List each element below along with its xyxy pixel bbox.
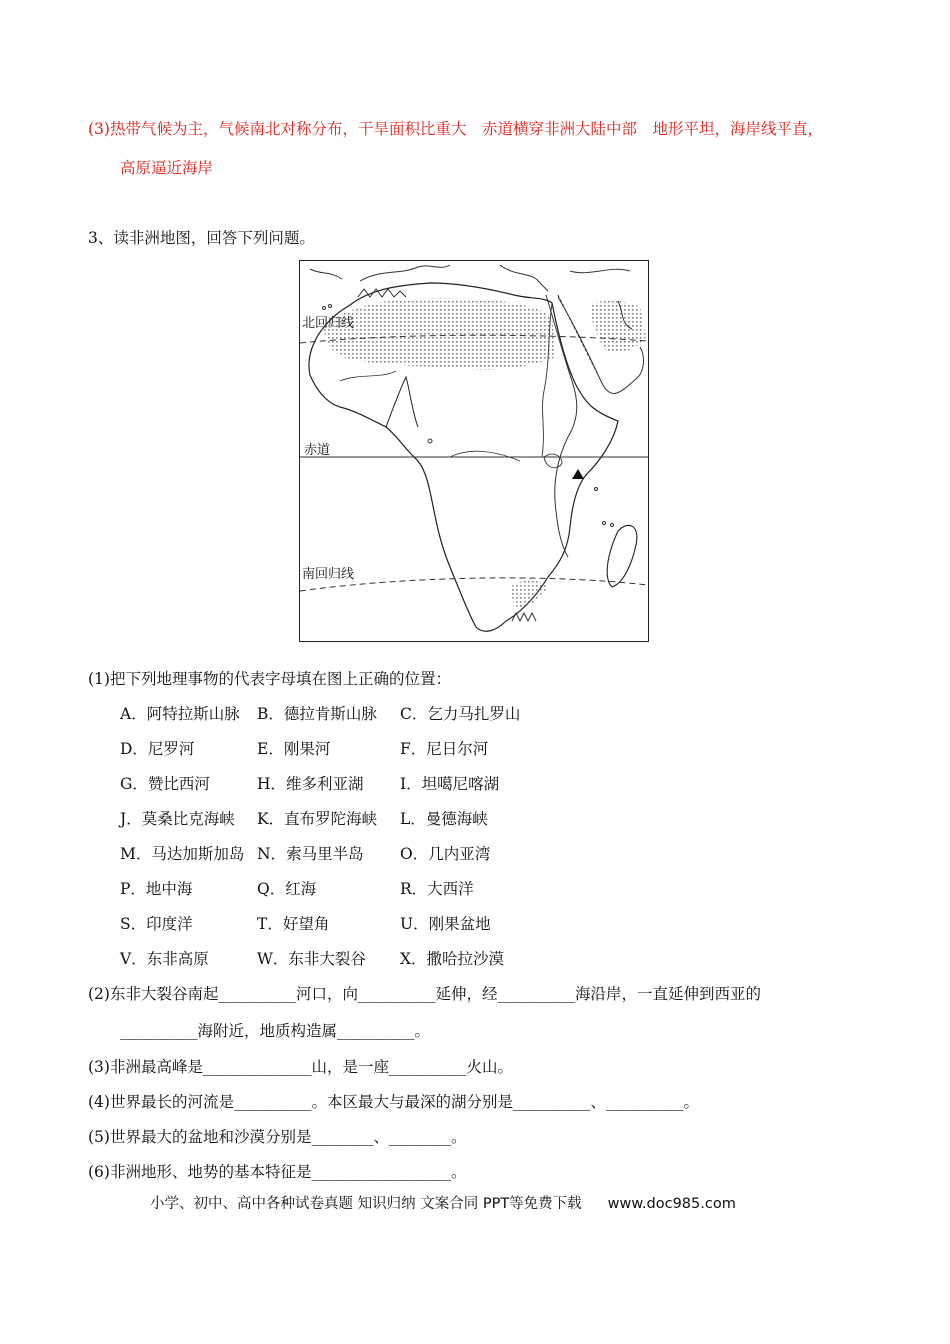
subquestion-5: (5)世界最大的盆地和沙漠分别是________、________。 [88,1128,467,1146]
footer-url[interactable]: www.doc985.com [607,1196,736,1212]
option-item: J．莫桑比克海峡 [120,810,235,828]
option-item: G．赞比西河 [120,775,210,793]
option-item: O．几内亚湾 [400,845,491,863]
subquestion-2-line-1: (2)东非大裂谷南起__________河口，向__________延伸，经__________海沿岸，一直延伸到西亚的 [88,985,761,1003]
option-item: A．阿特拉斯山脉 [120,705,240,723]
option-item: Q．红海 [257,880,317,898]
option-item: B．德拉肯斯山脉 [257,705,377,723]
option-item: N．索马里半岛 [257,845,364,863]
subquestion-4: (4)世界最长的河流是__________。本区最大与最深的湖分别是__________、__________。 [88,1093,699,1111]
option-item: M．马达加斯加岛 [120,845,245,863]
label-equator: 赤道 [304,443,331,458]
option-item: K．直布罗陀海峡 [257,810,378,828]
footer-text: 小学、初中、高中各种试卷真题 知识归纳 文案合同 PPT等免费下载 [150,1196,582,1212]
option-item: V．东非高原 [120,950,209,968]
option-item: P．地中海 [120,880,193,898]
option-item: W．东非大裂谷 [257,950,366,968]
label-tropic-south: 南回归线 [302,567,355,582]
subquestion-2-line-2: __________海附近，地质构造属__________。 [120,1022,431,1040]
option-item: H．维多利亚湖 [257,775,364,793]
option-item: E．刚果河 [257,740,331,758]
option-item: C．乞力马扎罗山 [400,705,521,723]
option-item: F．尼日尔河 [400,740,489,758]
option-item: L．曼德海峡 [400,810,488,828]
footer [150,1192,736,1213]
label-tropic-north: 北回归线 [302,316,355,331]
option-item: R．大西洋 [400,880,474,898]
option-item: T．好望角 [257,915,330,933]
subquestion-1: (1)把下列地理事物的代表字母填在图上正确的位置： [88,670,451,688]
option-item: U．刚果盆地 [400,915,491,933]
option-item: X．撒哈拉沙漠 [400,950,505,968]
option-item: S．印度洋 [120,915,193,933]
question-3-title: 3、读非洲地图，回答下列问题。 [88,229,315,247]
answer-line-1: (3)热带气候为主，气候南北对称分布，干旱面积比重大 赤道横穿非洲大陆中部 地形平坦，海岸线平直， [88,120,823,138]
option-item: D．尼罗河 [120,740,195,758]
subquestion-3: (3)非洲最高峰是______________山，是一座__________火山。 [88,1058,513,1076]
africa-map [299,260,649,642]
option-item: I．坦噶尼喀湖 [400,775,500,793]
africa-map-drawing [300,261,648,641]
subquestion-6: (6)非洲地形、地势的基本特征是__________________。 [88,1163,467,1181]
answer-line-2: 高原逼近海岸 [120,159,214,177]
